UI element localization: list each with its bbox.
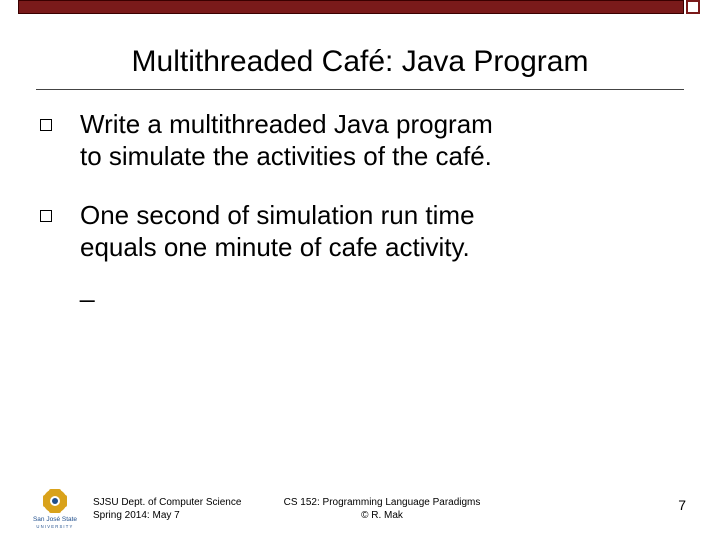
footer-department: SJSU Dept. of Computer Science — [93, 497, 242, 508]
logo-line-2: UNIVERSITY — [36, 524, 74, 529]
bullet-2-line-1: One second of simulation run time — [80, 200, 475, 230]
footer-copyright: © R. Mak — [361, 510, 403, 521]
bullet-square-icon — [40, 119, 52, 131]
bullet-1-line-1: Write a multithreaded Java program — [80, 109, 493, 139]
page-number: 7 — [678, 497, 686, 513]
sjsu-logo — [28, 486, 82, 530]
footer-center — [262, 496, 502, 522]
bullet-square-icon — [40, 210, 52, 222]
bullet-1-line-2: to simulate the activities of the café. — [80, 141, 492, 171]
sjsu-seal-icon — [43, 489, 67, 513]
top-accent-bar — [18, 0, 684, 14]
slide-title: Multithreaded Café: Java Program — [131, 45, 589, 78]
footer-date: Spring 2014: May 7 — [93, 510, 180, 521]
footer-left — [93, 496, 241, 522]
bullet-text-2 — [80, 199, 640, 263]
footer-course: CS 152: Programming Language Paradigms — [283, 497, 481, 508]
top-accent-square — [686, 0, 700, 14]
bullet-text-1 — [80, 108, 640, 172]
text-cursor-mark: _ — [80, 273, 95, 303]
logo-line-1: San José State — [32, 516, 78, 523]
bullet-2-line-2: equals one minute of cafe activity. — [80, 232, 470, 262]
title-divider — [36, 89, 684, 90]
